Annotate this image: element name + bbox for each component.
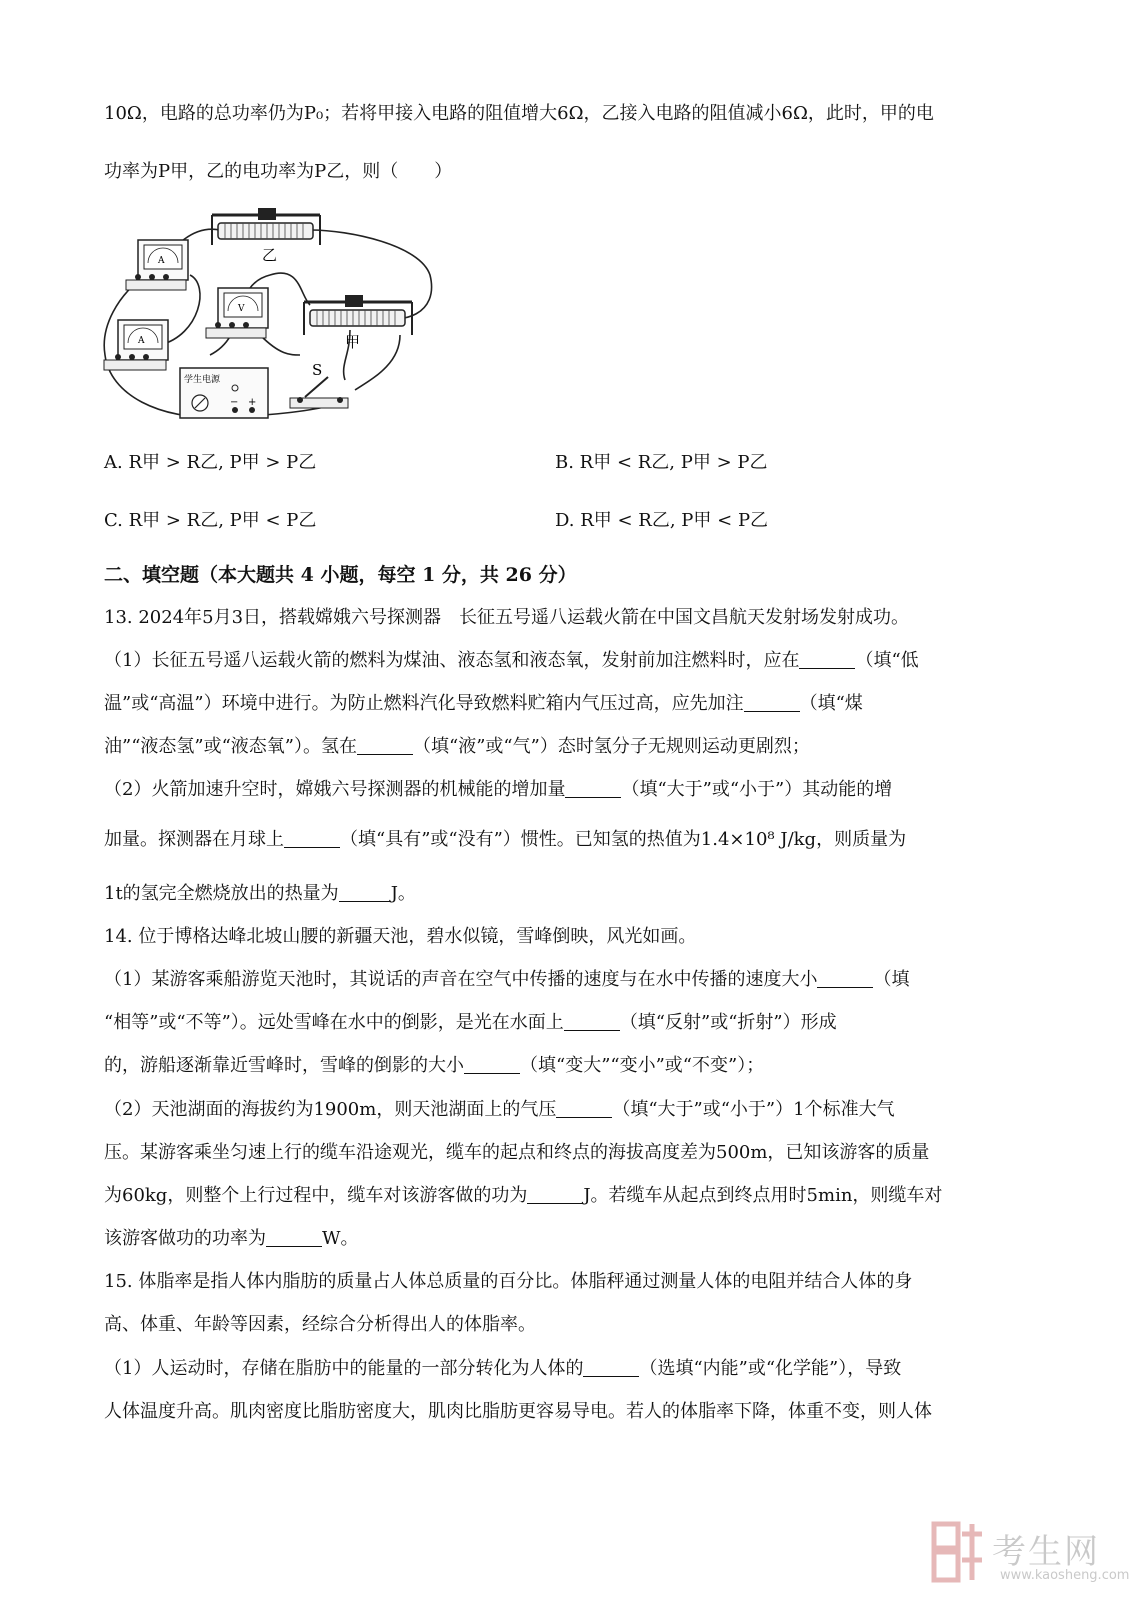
q15-stem-2: 高、体重、年龄等因素，经综合分析得出人的体脂率。 (104, 1314, 536, 1335)
q13-p1-line2 (104, 692, 863, 716)
ammeter-upper (126, 240, 188, 290)
text: （填“液”或“气”）态时氢分子无规则运动更剧烈； (413, 736, 810, 757)
option-d[interactable]: D. R甲 < R乙, P甲 < P乙 (555, 510, 769, 531)
text: （填“具有”或“没有”）惯性。已知氢的热值为1.4×10⁸ J/kg，则质量为 (340, 829, 907, 850)
answer-blank[interactable] (564, 1012, 620, 1031)
option-a[interactable]: A. R甲 > R乙, P甲 > P乙 (104, 452, 317, 473)
q12-line-2: 功率为P甲，乙的电功率为P乙，则（ ） (104, 161, 453, 182)
ammeter-label-2: A (138, 336, 145, 346)
q14-p2-line3 (104, 1184, 942, 1208)
power-supply (180, 368, 268, 418)
switch-s (290, 361, 348, 408)
text: 温”或“高温”）环境中进行。为防止燃料汽化导致燃料贮箱内气压过高，应先加注 (104, 693, 744, 714)
text: （填“低 (855, 650, 919, 671)
text: （2）火箭加速升空时，嫦娥六号探测器的机械能的增加量 (104, 779, 566, 800)
wire (355, 335, 400, 390)
q14-stem: 14. 位于博格达峰北坡山腰的新疆天池，碧水似镜，雪峰倒映，风光如画。 (104, 926, 697, 947)
text: （填“大于”或“小于”）1个标准大气 (612, 1099, 895, 1120)
answer-blank[interactable] (744, 693, 800, 712)
q13-stem: 13. 2024年5月3日，搭载嫦娥六号探测器 长征五号遥八运载火箭在中国文昌航天发射场发射成功。 (104, 607, 910, 628)
text: 1t的氢完全燃烧放出的热量为 (104, 883, 339, 904)
answer-blank[interactable] (357, 736, 413, 755)
text: （填“反射”或“折射”）形成 (619, 1012, 837, 1033)
text: 油”“液态氢”或“液态氧”）。氢在 (104, 736, 358, 757)
text: （填 (873, 969, 910, 990)
text: 为60kg，则整个上行过程中，缆车对该游客做的功为 (104, 1185, 528, 1206)
watermark-logo (930, 1520, 1130, 1590)
answer-blank[interactable] (565, 779, 621, 798)
q14-p1-line2 (104, 1011, 837, 1035)
text: “相等”或“不等”）。远处雪峰在水中的倒影，是光在水面上 (104, 1012, 564, 1033)
q12-line-1: 10Ω，电路的总功率仍为P₀；若将甲接入电路的阻值增大6Ω，乙接入电路的阻值减小6Ω，此时，甲的电 (104, 103, 934, 124)
watermark-text: 考生网 (992, 1532, 1100, 1572)
power-plus: + (248, 397, 257, 408)
rheostat-yi (212, 208, 320, 264)
text: J。若缆车从起点到终点用时5min，则缆车对 (583, 1185, 943, 1206)
circuit-diagram (100, 205, 445, 425)
text: （1）长征五号遥八运载火箭的燃料为煤油、液态氢和液态氧，发射前加注燃料时，应在 (104, 650, 800, 671)
answer-blank[interactable] (556, 1099, 612, 1118)
label-jia: 甲 (345, 333, 361, 351)
text: 该游客做功的功率为 (104, 1228, 266, 1249)
ammeter-label: A (158, 256, 165, 266)
q14-p2-line4 (104, 1227, 359, 1251)
answer-blank[interactable] (464, 1055, 520, 1074)
text: （1）某游客乘船游览天池时，其说话的声音在空气中传播的速度与在水中传播的速度大小 (104, 969, 818, 990)
text: W。 (322, 1228, 359, 1249)
watermark-url: www.kaosheng.com (1000, 1568, 1130, 1583)
q13-p2-line2 (104, 828, 906, 852)
text: （填“变大”“变小”或“不变”）； (520, 1055, 765, 1076)
voltmeter-label: V (238, 304, 245, 314)
answer-blank[interactable] (527, 1185, 583, 1204)
q14-p1-line1 (104, 968, 909, 992)
text: 加量。探测器在月球上 (104, 829, 284, 850)
option-c[interactable]: C. R甲 > R乙, P甲 < P乙 (104, 510, 317, 531)
power-label: 学生电源 (184, 375, 221, 385)
answer-blank[interactable] (284, 829, 340, 848)
q15-stem-1: 15. 体脂率是指人体内脂肪的质量占人体总质量的百分比。体脂秤通过测量人体的电阻并结合人体的身 (104, 1271, 913, 1292)
answer-blank[interactable] (799, 650, 855, 669)
q14-p1-line3 (104, 1054, 764, 1078)
text: （选填“内能”或“化学能”），导致 (639, 1358, 902, 1379)
logo-icon (930, 1520, 986, 1584)
q13-p2-line3 (104, 882, 416, 906)
option-b[interactable]: B. R甲 < R乙, P甲 > P乙 (555, 452, 768, 473)
answer-blank[interactable] (583, 1358, 639, 1377)
power-minus: − (230, 397, 239, 408)
q13-p1-line3 (104, 735, 810, 759)
section-heading: 二、填空题（本大题共 4 小题，每空 1 分，共 26 分） (104, 564, 577, 586)
label-switch: S (312, 361, 323, 379)
text: J。 (390, 883, 416, 904)
text: （填“煤 (799, 693, 863, 714)
ammeter-lower (104, 320, 168, 370)
text: （2）天池湖面的海拔约为1900m，则天池湖面上的气压 (104, 1099, 557, 1120)
answer-blank[interactable] (817, 969, 873, 988)
q13-p2-line1 (104, 778, 892, 802)
q15-p1-line1 (104, 1357, 901, 1381)
rheostat-jia (304, 295, 412, 351)
q14-p2-line1 (104, 1098, 895, 1122)
wire (310, 230, 432, 319)
q13-p1-line1 (104, 649, 919, 673)
q15-p1-line2: 人体温度升高。肌肉密度比脂肪密度大，肌肉比脂肪更容易导电。若人的体脂率下降，体重不变，则人体 (104, 1401, 932, 1422)
text: （1）人运动时，存储在脂肪中的能量的一部分转化为人体的 (104, 1358, 584, 1379)
text: （填“大于”或“小于”）其动能的增 (621, 779, 893, 800)
label-yi: 乙 (262, 246, 278, 264)
answer-blank[interactable] (339, 883, 391, 902)
voltmeter (206, 288, 268, 338)
text: 的，游船逐渐靠近雪峰时，雪峰的倒影的大小 (104, 1055, 464, 1076)
q14-p2-line2: 压。某游客乘坐匀速上行的缆车沿途观光，缆车的起点和终点的海拔高度差为500m，已知该游客的质量 (104, 1142, 930, 1163)
answer-blank[interactable] (266, 1228, 322, 1247)
